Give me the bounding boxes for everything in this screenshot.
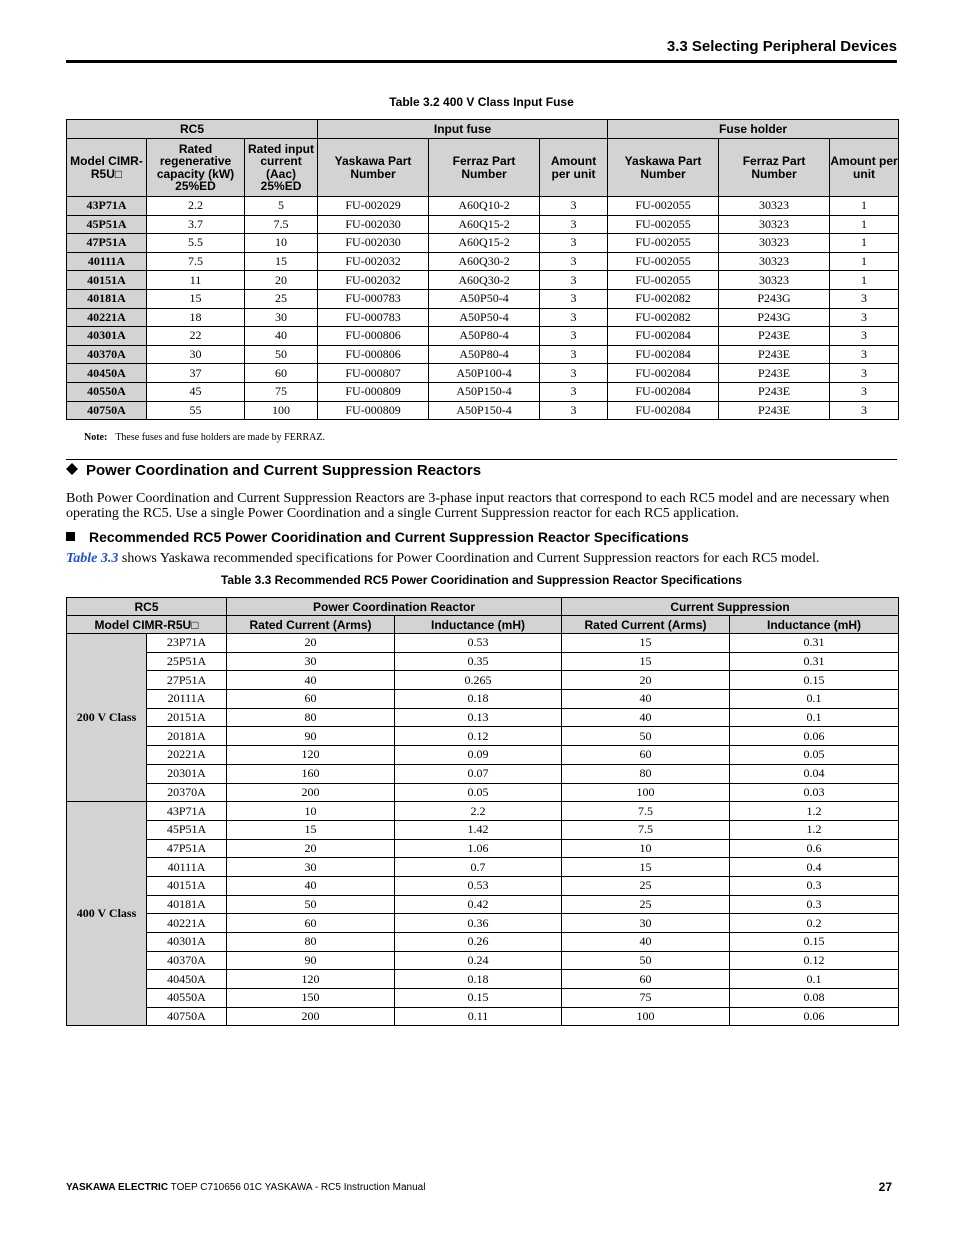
table-cell: FU-000809 bbox=[318, 401, 429, 420]
table-cell: 30 bbox=[562, 914, 730, 933]
table-row bbox=[67, 802, 899, 821]
note-text: These fuses and fuse holders are made by FERRAZ. bbox=[115, 432, 325, 443]
table-cell: 0.1 bbox=[730, 690, 899, 709]
table-row bbox=[67, 652, 899, 671]
table-cell: 15 bbox=[227, 820, 395, 839]
table-row bbox=[67, 634, 899, 653]
table-cell: 40 bbox=[562, 933, 730, 952]
col-pc-rated-current: Rated Current (Arms) bbox=[227, 616, 395, 634]
table-cell: 0.13 bbox=[395, 708, 562, 727]
reference-paragraph bbox=[66, 551, 897, 566]
footer-doc: TOEP C710656 01C YASKAWA - RC5 Instruction Manual bbox=[168, 1182, 426, 1193]
table-cell: 90 bbox=[227, 951, 395, 970]
table-cell: 50 bbox=[227, 895, 395, 914]
table-cell: 3 bbox=[540, 364, 608, 383]
table-cell: 90 bbox=[227, 727, 395, 746]
table-cell: 3 bbox=[830, 401, 899, 420]
page-footer bbox=[66, 1182, 425, 1193]
table-cell: FU-002082 bbox=[608, 308, 719, 327]
table-cell: 0.31 bbox=[730, 634, 899, 653]
model-cell: 40151A bbox=[67, 271, 147, 290]
col-holder-ferraz: Ferraz Part Number bbox=[719, 139, 830, 197]
table-cell: 0.7 bbox=[395, 858, 562, 877]
square-bullet-icon bbox=[66, 532, 75, 541]
table-cell: FU-000806 bbox=[318, 327, 429, 346]
table-cell: 0.15 bbox=[730, 671, 899, 690]
table-row bbox=[67, 858, 899, 877]
table-cell: 3 bbox=[830, 289, 899, 308]
section-heading: Power Coordination and Current Suppression Reactors bbox=[66, 462, 481, 479]
input-fuse-table bbox=[66, 119, 899, 420]
model-cell: 40370A bbox=[147, 951, 227, 970]
table-cell: FU-000806 bbox=[318, 345, 429, 364]
model-cell: 20221A bbox=[147, 746, 227, 765]
table-cell: 75 bbox=[562, 989, 730, 1008]
table-cell: 3 bbox=[540, 197, 608, 216]
table-cell: 0.08 bbox=[730, 989, 899, 1008]
table-cell: 40 bbox=[227, 876, 395, 895]
group-header-fuse-holder: Fuse holder bbox=[608, 120, 899, 139]
model-cell: 40151A bbox=[147, 876, 227, 895]
table-row bbox=[67, 215, 899, 234]
table-cell: FU-002055 bbox=[608, 234, 719, 253]
table-cell: 22 bbox=[147, 327, 245, 346]
col-fuse-amount: Amount per unit bbox=[540, 139, 608, 197]
model-cell: 47P51A bbox=[67, 234, 147, 253]
model-cell: 40181A bbox=[67, 289, 147, 308]
table-cell: FU-002032 bbox=[318, 271, 429, 290]
table-cell: 120 bbox=[227, 970, 395, 989]
table-row bbox=[67, 914, 899, 933]
table-row bbox=[67, 308, 899, 327]
table-cell: 5.5 bbox=[147, 234, 245, 253]
table-cell: 1 bbox=[830, 215, 899, 234]
table-cell: 0.18 bbox=[395, 690, 562, 709]
col-fuse-yaskawa: Yaskawa Part Number bbox=[318, 139, 429, 197]
table-cell: 100 bbox=[562, 783, 730, 802]
table-cell: 25 bbox=[562, 876, 730, 895]
model-cell: 40301A bbox=[147, 933, 227, 952]
table-cell: 2.2 bbox=[395, 802, 562, 821]
table-cell: 40 bbox=[227, 671, 395, 690]
model-cell: 23P71A bbox=[147, 634, 227, 653]
group-header-current-suppression: Current Suppression bbox=[562, 598, 899, 616]
table-cell: 3 bbox=[540, 401, 608, 420]
table-cell: 0.11 bbox=[395, 1007, 562, 1026]
table-cell: P243G bbox=[719, 308, 830, 327]
table-row bbox=[67, 345, 899, 364]
table-cell: FU-002032 bbox=[318, 252, 429, 271]
table-cell: 100 bbox=[562, 1007, 730, 1026]
table-row bbox=[67, 783, 899, 802]
table-cell: 3 bbox=[830, 345, 899, 364]
table-cell: 15 bbox=[562, 634, 730, 653]
table-cell: 30323 bbox=[719, 252, 830, 271]
table-cell: P243G bbox=[719, 289, 830, 308]
table-cell: 3 bbox=[830, 382, 899, 401]
table-cell: 0.2 bbox=[730, 914, 899, 933]
table-cell: 40 bbox=[562, 690, 730, 709]
model-cell: 40111A bbox=[147, 858, 227, 877]
table-row bbox=[67, 289, 899, 308]
table-cell: 60 bbox=[245, 364, 318, 383]
table-cell: 1 bbox=[830, 197, 899, 216]
table-cell: 7.5 bbox=[245, 215, 318, 234]
col-holder-amount: Amount per unit bbox=[830, 139, 899, 197]
table-cell: 0.31 bbox=[730, 652, 899, 671]
group-header-power-coordination: Power Coordination Reactor bbox=[227, 598, 562, 616]
table-row bbox=[67, 933, 899, 952]
table-cell: 80 bbox=[562, 764, 730, 783]
col-pc-inductance: Inductance (mH) bbox=[395, 616, 562, 634]
model-cell: 20111A bbox=[147, 690, 227, 709]
table-cell: 0.24 bbox=[395, 951, 562, 970]
table-cell: 45 bbox=[147, 382, 245, 401]
table-cell: 3 bbox=[540, 289, 608, 308]
table-cell: FU-000807 bbox=[318, 364, 429, 383]
table-cell: A60Q30-2 bbox=[429, 252, 540, 271]
table-cell: 0.06 bbox=[730, 1007, 899, 1026]
model-cell: 40450A bbox=[147, 970, 227, 989]
table-cell: 25 bbox=[245, 289, 318, 308]
table-cell: FU-002055 bbox=[608, 252, 719, 271]
table-cell: 15 bbox=[147, 289, 245, 308]
table-cell: FU-002030 bbox=[318, 215, 429, 234]
table-cell: 160 bbox=[227, 764, 395, 783]
table2-caption: Table 3.3 Recommended RC5 Power Cooridination and Suppression Reactor Specifications bbox=[220, 573, 743, 587]
table-cell: FU-002029 bbox=[318, 197, 429, 216]
diamond-bullet-icon bbox=[66, 462, 86, 479]
table-cell: 40 bbox=[562, 708, 730, 727]
table-row bbox=[67, 970, 899, 989]
table-cell: 0.3 bbox=[730, 895, 899, 914]
table-cell: 0.04 bbox=[730, 764, 899, 783]
table-cell: 3 bbox=[830, 308, 899, 327]
table-row bbox=[67, 234, 899, 253]
table-cell: 80 bbox=[227, 708, 395, 727]
table-cell: 0.06 bbox=[730, 727, 899, 746]
model-cell: 40450A bbox=[67, 364, 147, 383]
table-cell: A50P80-4 bbox=[429, 345, 540, 364]
model-cell: 40370A bbox=[67, 345, 147, 364]
group-header-input-fuse: Input fuse bbox=[318, 120, 608, 139]
table-cell: P243E bbox=[719, 364, 830, 383]
table-cell: 150 bbox=[227, 989, 395, 1008]
table-3-3-link[interactable]: Table 3.3 bbox=[66, 551, 119, 566]
model-cell: 40111A bbox=[67, 252, 147, 271]
table-cell: 7.5 bbox=[147, 252, 245, 271]
table-cell: 3 bbox=[540, 308, 608, 327]
table-cell: 0.53 bbox=[395, 876, 562, 895]
model-cell: 40550A bbox=[67, 382, 147, 401]
model-cell: 27P51A bbox=[147, 671, 227, 690]
table-cell: FU-002084 bbox=[608, 364, 719, 383]
reference-text: shows Yaskawa recommended specifications for Power Coordination and Current Suppression reactors for each RC5 model. bbox=[118, 551, 820, 566]
table-cell: 120 bbox=[227, 746, 395, 765]
table-cell: FU-002084 bbox=[608, 401, 719, 420]
table-cell: 60 bbox=[562, 746, 730, 765]
model-cell: 43P71A bbox=[67, 197, 147, 216]
table-cell: 0.265 bbox=[395, 671, 562, 690]
table-cell: 55 bbox=[147, 401, 245, 420]
page-header bbox=[66, 38, 897, 63]
table-cell: 15 bbox=[562, 858, 730, 877]
table-row bbox=[67, 1007, 899, 1026]
table-cell: 20 bbox=[562, 671, 730, 690]
table-cell: 1.2 bbox=[730, 802, 899, 821]
table-cell: 3 bbox=[540, 215, 608, 234]
table-cell: A50P80-4 bbox=[429, 327, 540, 346]
table-cell: 80 bbox=[227, 933, 395, 952]
table-cell: 3 bbox=[540, 252, 608, 271]
table-cell: 2.2 bbox=[147, 197, 245, 216]
model-cell: 45P51A bbox=[147, 820, 227, 839]
col-model: Model CIMR-R5U□ bbox=[67, 616, 227, 634]
table-cell: 20 bbox=[227, 839, 395, 858]
table-cell: 0.15 bbox=[395, 989, 562, 1008]
table-cell: 10 bbox=[245, 234, 318, 253]
table-cell: FU-002055 bbox=[608, 197, 719, 216]
model-cell: 43P71A bbox=[147, 802, 227, 821]
table-cell: 60 bbox=[227, 690, 395, 709]
table-row bbox=[67, 197, 899, 216]
table-cell: A50P150-4 bbox=[429, 401, 540, 420]
table-row bbox=[67, 876, 899, 895]
table1-note bbox=[84, 432, 325, 443]
model-cell: 40750A bbox=[67, 401, 147, 420]
model-cell: 40181A bbox=[147, 895, 227, 914]
table-row bbox=[67, 401, 899, 420]
table-row bbox=[67, 951, 899, 970]
table-cell: 3 bbox=[540, 234, 608, 253]
page-number: 27 bbox=[878, 1180, 892, 1194]
table-cell: 25 bbox=[562, 895, 730, 914]
model-cell: 20370A bbox=[147, 783, 227, 802]
table-cell: 7.5 bbox=[562, 820, 730, 839]
table-row bbox=[67, 271, 899, 290]
table-cell: 0.09 bbox=[395, 746, 562, 765]
table-cell: P243E bbox=[719, 382, 830, 401]
table-cell: 50 bbox=[245, 345, 318, 364]
table-cell: 0.03 bbox=[730, 783, 899, 802]
table-cell: FU-000809 bbox=[318, 382, 429, 401]
table-cell: FU-002030 bbox=[318, 234, 429, 253]
table-cell: 0.42 bbox=[395, 895, 562, 914]
table-cell: 7.5 bbox=[562, 802, 730, 821]
table1-caption: Table 3.2 400 V Class Input Fuse bbox=[389, 95, 574, 109]
table-row bbox=[67, 764, 899, 783]
table-row bbox=[67, 364, 899, 383]
table-cell: 75 bbox=[245, 382, 318, 401]
table-row bbox=[67, 989, 899, 1008]
table-cell: FU-002084 bbox=[608, 327, 719, 346]
table-cell: FU-002084 bbox=[608, 345, 719, 364]
table-cell: 30323 bbox=[719, 215, 830, 234]
table-cell: 200 bbox=[227, 783, 395, 802]
table-cell: 10 bbox=[562, 839, 730, 858]
table-cell: 30 bbox=[227, 652, 395, 671]
table-cell: 30323 bbox=[719, 271, 830, 290]
table-cell: 3 bbox=[540, 382, 608, 401]
note-label: Note: bbox=[84, 432, 108, 443]
col-fuse-ferraz: Ferraz Part Number bbox=[429, 139, 540, 197]
model-cell: 40550A bbox=[147, 989, 227, 1008]
table-cell: FU-000783 bbox=[318, 308, 429, 327]
table-cell: P243E bbox=[719, 345, 830, 364]
table-cell: 0.4 bbox=[730, 858, 899, 877]
table-row bbox=[67, 690, 899, 709]
table-cell: 3 bbox=[540, 271, 608, 290]
table-row bbox=[67, 746, 899, 765]
col-cs-rated-current: Rated Current (Arms) bbox=[562, 616, 730, 634]
table-cell: 3 bbox=[830, 327, 899, 346]
table-cell: 0.1 bbox=[730, 708, 899, 727]
table-cell: 0.15 bbox=[730, 933, 899, 952]
table-cell: 15 bbox=[562, 652, 730, 671]
model-cell: 25P51A bbox=[147, 652, 227, 671]
section-divider bbox=[66, 459, 897, 460]
footer-company: YASKAWA ELECTRIC bbox=[66, 1182, 169, 1193]
table-cell: 0.35 bbox=[395, 652, 562, 671]
table-cell: 3 bbox=[540, 345, 608, 364]
table-cell: 30 bbox=[245, 308, 318, 327]
table-cell: 3.7 bbox=[147, 215, 245, 234]
table-cell: 0.26 bbox=[395, 933, 562, 952]
table-cell: FU-002055 bbox=[608, 215, 719, 234]
table-cell: 40 bbox=[245, 327, 318, 346]
voltage-class-cell: 400 V Class bbox=[67, 802, 147, 1026]
col-input-current: Rated input current (Aac) 25%ED bbox=[245, 139, 318, 197]
group-header-rc5: RC5 bbox=[67, 120, 318, 139]
table-cell: 30323 bbox=[719, 234, 830, 253]
table-cell: A60Q30-2 bbox=[429, 271, 540, 290]
section-title: 3.3 Selecting Peripheral Devices bbox=[666, 38, 897, 55]
table-cell: 1 bbox=[830, 234, 899, 253]
table-cell: FU-002084 bbox=[608, 382, 719, 401]
table-cell: 1.2 bbox=[730, 820, 899, 839]
table-cell: 0.1 bbox=[730, 970, 899, 989]
model-cell: 40301A bbox=[67, 327, 147, 346]
table-cell: 30 bbox=[147, 345, 245, 364]
table-cell: 200 bbox=[227, 1007, 395, 1026]
table-cell: P243E bbox=[719, 327, 830, 346]
model-cell: 20181A bbox=[147, 727, 227, 746]
model-cell: 47P51A bbox=[147, 839, 227, 858]
table-cell: 20 bbox=[227, 634, 395, 653]
table-cell: 30 bbox=[227, 858, 395, 877]
table-row bbox=[67, 708, 899, 727]
voltage-class-cell: 200 V Class bbox=[67, 634, 147, 802]
table-cell: A50P100-4 bbox=[429, 364, 540, 383]
table-cell: 5 bbox=[245, 197, 318, 216]
table-cell: FU-002055 bbox=[608, 271, 719, 290]
table-cell: 1 bbox=[830, 252, 899, 271]
table-cell: 50 bbox=[562, 727, 730, 746]
table-cell: 0.36 bbox=[395, 914, 562, 933]
col-cs-inductance: Inductance (mH) bbox=[730, 616, 899, 634]
table-cell: 60 bbox=[227, 914, 395, 933]
table-row bbox=[67, 671, 899, 690]
table-cell: 1.06 bbox=[395, 839, 562, 858]
table-cell: FU-002082 bbox=[608, 289, 719, 308]
table-cell: 18 bbox=[147, 308, 245, 327]
table-cell: P243E bbox=[719, 401, 830, 420]
table-cell: 1.42 bbox=[395, 820, 562, 839]
table-cell: A60Q10-2 bbox=[429, 197, 540, 216]
table-row bbox=[67, 820, 899, 839]
table-cell: A50P150-4 bbox=[429, 382, 540, 401]
table-cell: 3 bbox=[830, 364, 899, 383]
model-cell: 40221A bbox=[67, 308, 147, 327]
col-model: Model CIMR-R5U□ bbox=[67, 139, 147, 197]
table-cell: 15 bbox=[245, 252, 318, 271]
model-cell: 40221A bbox=[147, 914, 227, 933]
table-cell: 0.05 bbox=[730, 746, 899, 765]
model-cell: 20301A bbox=[147, 764, 227, 783]
table-cell: 1 bbox=[830, 271, 899, 290]
table-cell: 50 bbox=[562, 951, 730, 970]
reactor-spec-table bbox=[66, 597, 899, 1026]
section-body: Both Power Coordination and Current Suppression Reactors are 3-phase input reactors that correspond to each RC5 model and are necessary when operating the RC5. Use a single Power Coordination and a single Current Suppression reactor for each RC5 application. bbox=[66, 491, 890, 521]
table-cell: 10 bbox=[227, 802, 395, 821]
table-row bbox=[67, 895, 899, 914]
table-row bbox=[67, 327, 899, 346]
model-cell: 20151A bbox=[147, 708, 227, 727]
table-cell: 0.53 bbox=[395, 634, 562, 653]
col-regen-capacity: Rated regenerative capacity (kW) 25%ED bbox=[147, 139, 245, 197]
table-cell: 30323 bbox=[719, 197, 830, 216]
col-holder-yaskawa: Yaskawa Part Number bbox=[608, 139, 719, 197]
group-header-rc5: RC5 bbox=[67, 598, 227, 616]
table-cell: 37 bbox=[147, 364, 245, 383]
model-cell: 40750A bbox=[147, 1007, 227, 1026]
model-cell: 45P51A bbox=[67, 215, 147, 234]
table-cell: 20 bbox=[245, 271, 318, 290]
table-cell: 0.07 bbox=[395, 764, 562, 783]
table-cell: 0.12 bbox=[395, 727, 562, 746]
table-cell: 3 bbox=[540, 327, 608, 346]
table-row bbox=[67, 727, 899, 746]
table-cell: A60Q15-2 bbox=[429, 234, 540, 253]
subsection-heading: Recommended RC5 Power Cooridination and Current Suppression Reactor Specifications bbox=[66, 529, 689, 545]
table-cell: 0.18 bbox=[395, 970, 562, 989]
table-cell: FU-000783 bbox=[318, 289, 429, 308]
table-row bbox=[67, 382, 899, 401]
table-cell: 0.05 bbox=[395, 783, 562, 802]
table-cell: A50P50-4 bbox=[429, 289, 540, 308]
table-row bbox=[67, 839, 899, 858]
table-row bbox=[67, 252, 899, 271]
table-cell: 0.6 bbox=[730, 839, 899, 858]
table-cell: 0.12 bbox=[730, 951, 899, 970]
table-cell: 60 bbox=[562, 970, 730, 989]
table-cell: 11 bbox=[147, 271, 245, 290]
table-cell: 0.3 bbox=[730, 876, 899, 895]
table-cell: A50P50-4 bbox=[429, 308, 540, 327]
table-cell: 100 bbox=[245, 401, 318, 420]
table-cell: A60Q15-2 bbox=[429, 215, 540, 234]
